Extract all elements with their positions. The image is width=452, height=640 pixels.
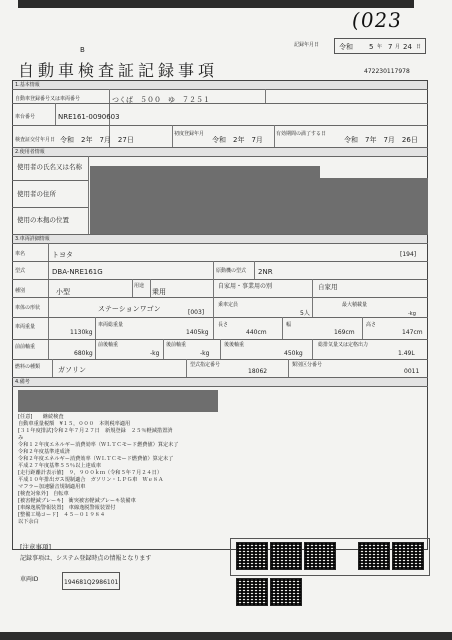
remarks-block — [18, 414, 179, 526]
remark-line: [検査対象外] 自転車 — [18, 491, 69, 497]
notes-header: [注意事項] — [20, 543, 52, 551]
weight-value: 1130kg — [70, 329, 93, 336]
fuel-label: 燃料の種類 — [15, 364, 41, 370]
remark-line: [車線逸脱警報装置] 車線逸脱警報装置付 — [18, 505, 116, 511]
remark-line: 自動車重量税額 ¥１５，０００ 本則税率適用 — [18, 421, 131, 427]
category-label: 種別 — [15, 288, 26, 294]
remarks-redaction — [18, 390, 218, 412]
section3-header: 3.車両詳細情報 — [15, 236, 50, 242]
rear-front-axle-value: -kg — [200, 350, 210, 357]
inspection-date-label: 検査証交付年月日 — [15, 137, 56, 143]
qr-code-icon — [392, 542, 424, 570]
remark-line: 令和２年度エネルギー消費効率（ＷＬＴＣモード燃費値）算定未了 — [18, 456, 174, 462]
user-name-redaction — [90, 166, 320, 180]
issue-date-month-unit: 月 — [395, 44, 401, 50]
validity-value: 令和 7年 7月 26日 — [344, 136, 418, 144]
weight-label: 車両重量 — [15, 324, 36, 330]
issue-date-box — [334, 38, 426, 54]
user-name-label: 使用者の氏名又は名称 — [17, 163, 82, 171]
purpose-label: 用途 — [134, 283, 145, 289]
remark-line: [走行距離計表示値] ９，９００ｋｍ（令和５年７月２４日） — [18, 470, 163, 476]
remark-line: 平成１０年排出ガス規制適合 ガソリン・ＬＰＧ車 Ｗｅ８Ａ — [18, 477, 164, 483]
remark-line: 令和２年度基準達成済 — [18, 449, 70, 455]
width-value: 169cm — [334, 329, 355, 336]
section3-header-bg — [13, 235, 427, 243]
class-number-label: 類別区分番号 — [292, 362, 323, 368]
user-info-redaction — [90, 178, 428, 234]
vehicle-id-label: 車両ID — [20, 576, 39, 583]
qr-code-icon — [270, 542, 302, 570]
issue-date-month: 7 — [388, 43, 393, 51]
section4-header-bg — [13, 378, 427, 386]
type-cert-label: 型式指定番号 — [190, 362, 221, 368]
front-axle-value: 680kg — [74, 350, 93, 357]
remark-line: 以下余白 — [18, 519, 39, 525]
gross-weight-value: 1405kg — [186, 329, 209, 336]
scan-bottom-band — [0, 632, 452, 640]
front-rear-axle-label: 前後軸重 — [98, 342, 119, 348]
max-load-label: 最大積載量 — [342, 302, 368, 308]
validity-label: 有効期間の満了する日 — [276, 131, 327, 137]
section2-header: 2.使用者情報 — [15, 149, 45, 155]
issue-date-year: 5 — [369, 43, 374, 51]
section4-header: 4.備考 — [15, 379, 30, 385]
model-value: DBA-NRE161G — [52, 268, 103, 276]
body-label: 車体の形状 — [15, 305, 41, 311]
remark-line: [被害軽減ブレーキ] 衝突被害軽減ブレーキ装備車 — [18, 498, 136, 504]
qr-code-icon — [270, 578, 302, 606]
qr-code-icon — [236, 542, 268, 570]
private-value: 自家用 — [318, 283, 338, 291]
fuel-value: ガソリン — [58, 366, 86, 374]
class-number-value: 0011 — [404, 368, 420, 375]
width-label: 幅 — [286, 322, 292, 328]
displacement-value: 1.49L — [398, 350, 415, 357]
issue-date-era: 令和 — [339, 43, 353, 51]
document-number: 472230117978 — [364, 68, 410, 75]
remark-line: 令和１２年度エネルギー消費効率（ＷＬＴＣモード燃費値）算定未了 — [18, 442, 179, 448]
displacement-label: 総排気量又は定格出力 — [318, 342, 369, 348]
front-rear-axle-value: -kg — [150, 350, 160, 357]
remark-line: み — [18, 435, 24, 441]
document-mark: B — [80, 46, 85, 54]
first-registration-value: 令和 2年 7月 — [212, 136, 263, 144]
remark-line: 平成２７年度基準５５％以上達成車 — [18, 463, 102, 469]
type-cert-value: 18062 — [248, 368, 268, 375]
qr-code-icon — [236, 578, 268, 606]
remark-line: [３１年度排試]令和２年７月２７日 新規登録 ２５％軽減措置済 — [18, 428, 173, 434]
engine-label: 原動機の型式 — [216, 268, 247, 274]
document-title: 自動車検査証記録事項 — [18, 61, 219, 80]
maker-label: 車名 — [15, 251, 26, 257]
body-value: ステーションワゴン — [98, 305, 161, 313]
gross-weight-label: 車両総重量 — [98, 322, 124, 328]
section1-header: 1.基本情報 — [15, 82, 40, 88]
chassis-value: NRE161-0090603 — [58, 113, 120, 121]
base-location-label: 使用の本拠の位置 — [17, 216, 69, 224]
issue-date-year-unit: 年 — [377, 44, 383, 50]
engine-value: 2NR — [258, 268, 273, 276]
vehicle-id-value: 194681Q2986101 — [64, 579, 119, 586]
maker-value: トヨタ — [52, 251, 73, 259]
rear-axle-value: 450kg — [284, 350, 303, 357]
capacity-label: 乗車定員 — [218, 302, 239, 308]
reg-number-value: つくば ５００ ゆ ７２５１ — [112, 96, 210, 104]
notes-text: 記録事項は、システム登録時点の情報となります — [20, 555, 152, 562]
qr-code-icon — [304, 542, 336, 570]
height-value: 147cm — [402, 329, 423, 336]
body-code: [003] — [188, 309, 205, 316]
issue-date-day-unit: 日 — [416, 44, 422, 50]
remark-line: [整備工場コード] ４５－０１９８４ — [18, 512, 106, 518]
inspection-date-value: 令和 2年 7月 27日 — [60, 136, 134, 144]
user-address-label: 使用者の住所 — [17, 190, 56, 198]
qr-code-icon — [358, 542, 390, 570]
remark-line: [任意] 継続検査 — [18, 414, 64, 420]
remark-line: マフラー加速騒音規制適用車 — [18, 484, 86, 490]
purpose-value: 乗用 — [152, 288, 166, 296]
model-label: 型式 — [15, 268, 26, 274]
rear-axle-label: 後後軸重 — [224, 342, 245, 348]
reg-number-label: 自動車登録番号又は車両番号 — [15, 96, 81, 102]
section1-header-bg — [13, 81, 427, 89]
scan-top-band — [18, 0, 414, 8]
issue-date-label: 記録年月日 — [294, 42, 320, 48]
issue-date-day: 24 — [403, 43, 412, 51]
rear-front-axle-label: 後前軸重 — [166, 342, 187, 348]
handwritten-number: (023 — [350, 8, 404, 32]
height-label: 高さ — [366, 322, 377, 328]
first-registration-label: 初度登録年月 — [174, 131, 205, 137]
capacity-value: 5人 — [300, 310, 310, 317]
category-value: 小型 — [56, 288, 70, 296]
maker-code: [194] — [400, 251, 417, 258]
front-axle-label: 前前軸重 — [15, 344, 36, 350]
length-label: 長さ — [218, 322, 229, 328]
length-value: 440cm — [246, 329, 267, 336]
section2-header-bg — [13, 148, 427, 156]
private-label: 自家用・事業用の別 — [218, 283, 273, 290]
max-load-value: -kg — [408, 311, 416, 317]
chassis-label: 車台番号 — [15, 114, 36, 120]
